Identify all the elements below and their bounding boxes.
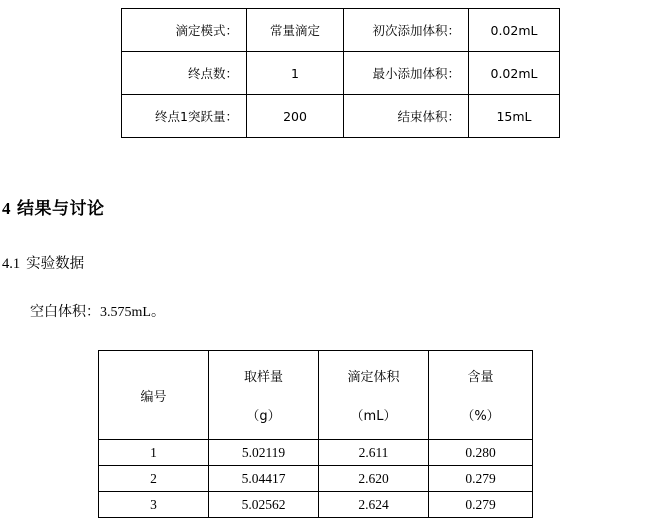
section-heading [2,194,105,219]
table-header-row [99,351,533,440]
cell-sample-mass: 5.02562 [209,492,319,518]
header-line-1: 取样量 [243,370,283,385]
table-row [122,95,560,138]
cell-content: 0.279 [429,466,533,492]
titration-parameters-table [121,8,560,138]
header-line-1: 含量 [467,370,494,385]
section-title: 结果与讨论 [17,199,105,219]
section-number: 4 [2,199,11,218]
table-row [99,492,533,518]
param-value: 200 [247,95,344,138]
header-line-1: 编号 [140,389,167,405]
blank-volume-label: 空白体积： [30,304,100,320]
column-header-sample-no [99,351,209,440]
table-row [122,52,560,95]
param-label: 最小添加体积： [344,52,469,95]
header-line-2: （%） [461,409,500,424]
param-label: 终点1突跃量： [122,95,247,138]
column-header-content [429,351,533,440]
experiment-data-table [98,350,533,518]
cell-sample-no: 2 [99,466,209,492]
header-line-1: 滴定体积 [347,370,400,385]
table-row [99,466,533,492]
param-label: 初次添加体积： [344,9,469,52]
subsection-title: 实验数据 [26,256,85,272]
param-label: 滴定模式： [122,9,247,52]
table-row [99,440,533,466]
subsection-number: 4.1 [2,256,21,272]
param-value: 常量滴定 [247,9,344,52]
cell-content: 0.279 [429,492,533,518]
param-value: 0.02mL [469,9,560,52]
header-line-2: （mL） [350,409,397,424]
param-value: 1 [247,52,344,95]
blank-volume-paragraph [30,301,165,321]
column-header-sample-mass [209,351,319,440]
column-header-titration-volume [319,351,429,440]
cell-sample-no: 1 [99,440,209,466]
subsection-heading [2,252,84,273]
table-row [122,9,560,52]
cell-titration-volume: 2.620 [319,466,429,492]
cell-sample-no: 3 [99,492,209,518]
param-label: 结束体积： [344,95,469,138]
paragraph-period: 。 [150,304,165,320]
cell-titration-volume: 2.611 [319,440,429,466]
param-label: 终点数： [122,52,247,95]
cell-sample-mass: 5.02119 [209,440,319,466]
cell-sample-mass: 5.04417 [209,466,319,492]
header-line-2: （g） [246,409,281,424]
blank-volume-value: 3.575mL [100,305,151,320]
cell-titration-volume: 2.624 [319,492,429,518]
param-value: 0.02mL [469,52,560,95]
cell-content: 0.280 [429,440,533,466]
param-value: 15mL [469,95,560,138]
